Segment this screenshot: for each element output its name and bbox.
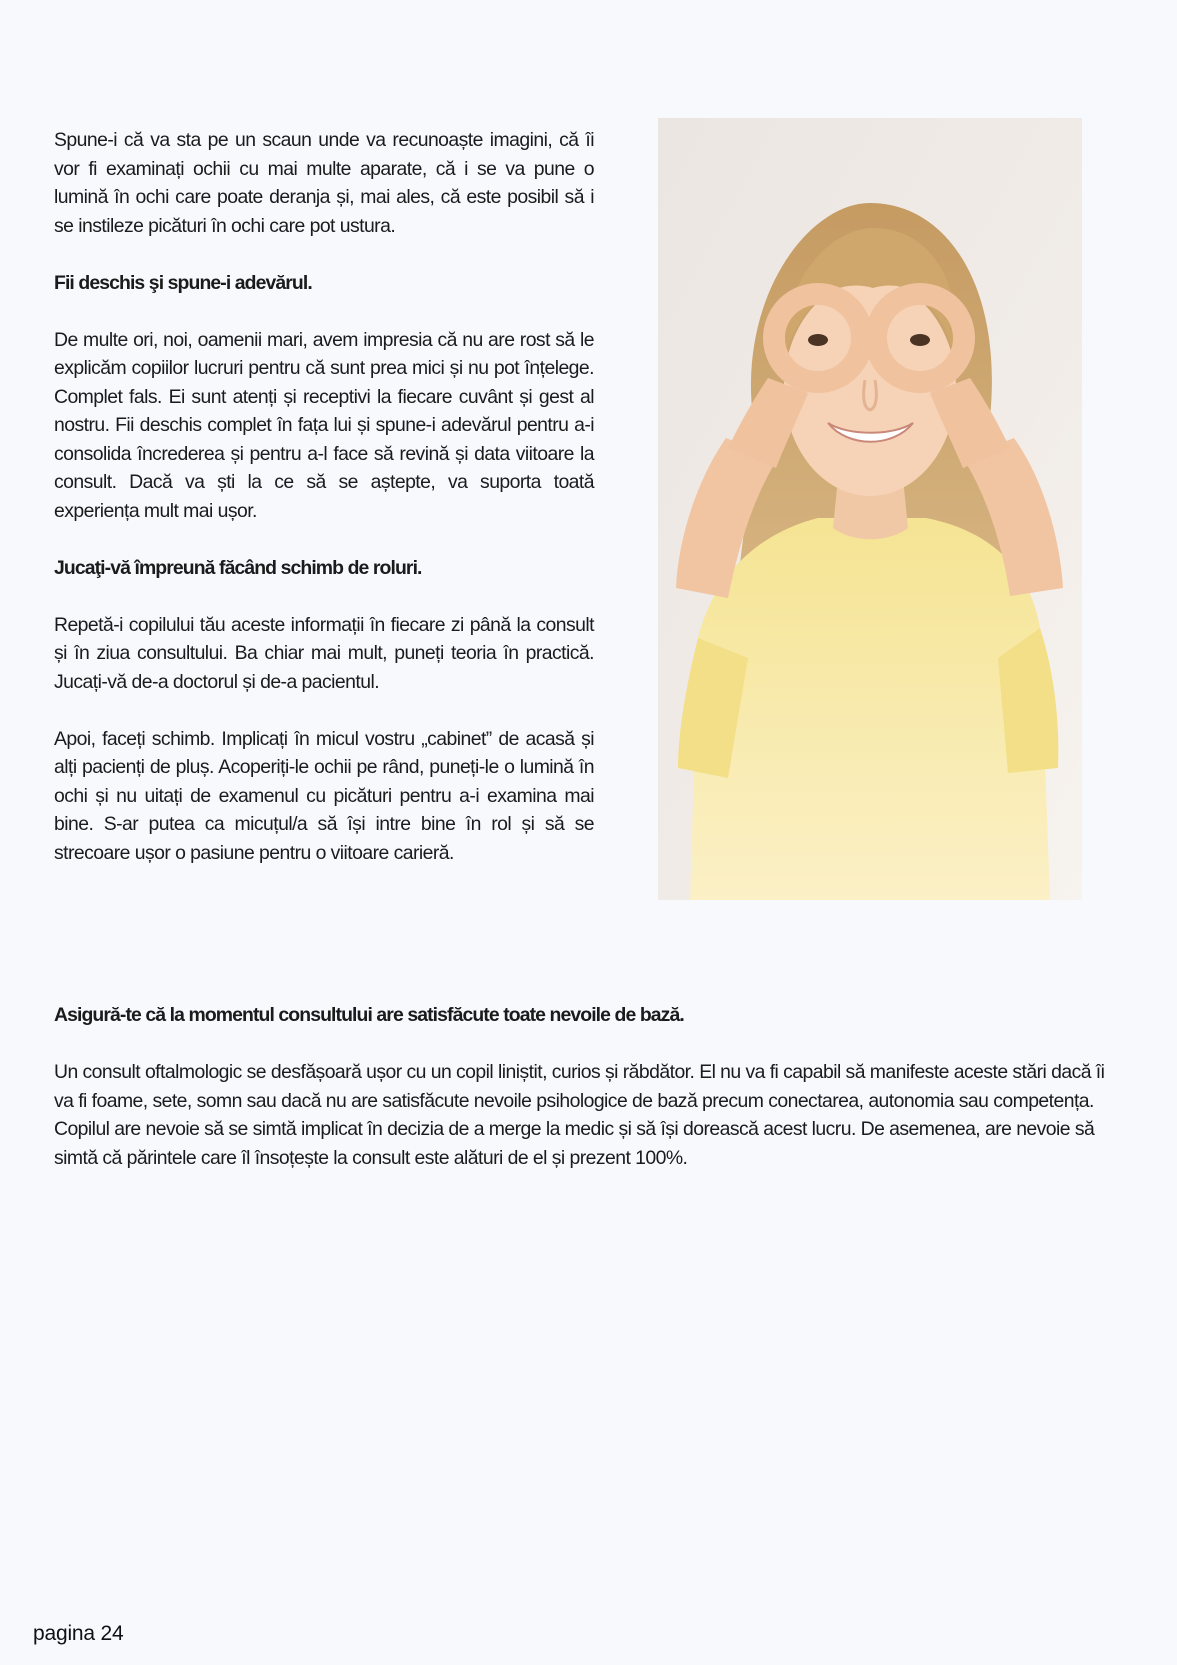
left-text-column: [54, 126, 594, 867]
page-number: pagina 24: [33, 1622, 124, 1645]
heading-fii-deschis: Fii deschis şi spune-i adevărul.: [54, 271, 312, 294]
paragraph-scaun: Spune-i că va sta pe un scaun unde va recunoaște imagini, că îi vor fi examinați ochii cu mai multe aparate, că i se va pune o lumină în ochi care poate deranja și, mai ales, că este posibil să i se instileze picături în ochi care pot ustura.: [54, 129, 594, 237]
paragraph-repeta: Repetă-i copilului tău aceste informații în fiecare zi până la consult și în ziua consultului. Ba chiar mai mult, puneți teoria în practică. Jucați-vă de-a doctorul și de-a pacientul.: [54, 613, 594, 693]
heading-nevoi-de-baza: Asigură-te că la momentul consultului are satisfăcute toate nevoile de bază.: [54, 1004, 684, 1026]
heading-jucati-va: Jucaţi-vă împreună făcând schimb de roluri.: [54, 556, 422, 579]
paragraph-apoi: Apoi, faceți schimb. Implicați în micul vostru „cabinet” de acasă și alți pacienți de pluș. Acoperiți-le ochii pe rând, puneți-le o lumină în ochi și nu uitați de examenul cu picături pentru a-i examina mai bine. S-ar putea ca micuțul/a să își intre bine în rol și să se strecoare ușor o pasiune pentru o viitoare carieră.: [54, 727, 594, 864]
paragraph-consult-oftalmologic: Un consult oftalmologic se desfășoară ușor cu un copil liniștit, curios și răbdător. El nu va fi capabil să manifeste aceste stări dacă îi va fi foame, sete, somn sau dacă nu are satisfăcute nevoile psihologice de bază precum conectarea, autonomia sau competența. Copilul are nevoie să se simtă implicat în decizia de a merge la medic și să își dorească acest lucru. De asemenea, are nevoie să simtă că părintele care îl însoțește la consult este alături de el și prezent 100%.: [54, 1061, 1105, 1169]
paragraph-oamenii-mari: De multe ori, noi, oamenii mari, avem impresia că nu are rost să le explicăm copiilor lucruri pentru că sunt prea mici și nu pot înțelege. Complet fals. Ei sunt atenți și receptivi la fiecare cuvânt și gest al nostru. Fii deschis complet în fața lui și spune-i adevărul pentru a-i consolida încrederea și pentru a-l face să revină și data viitoare la consult. Dacă va ști la ce să se aștepte, va suporta toată experiența mult mai ușor.: [54, 328, 594, 522]
bottom-section: [54, 1001, 1124, 1172]
child-hand-glasses-photo: [658, 118, 1082, 900]
